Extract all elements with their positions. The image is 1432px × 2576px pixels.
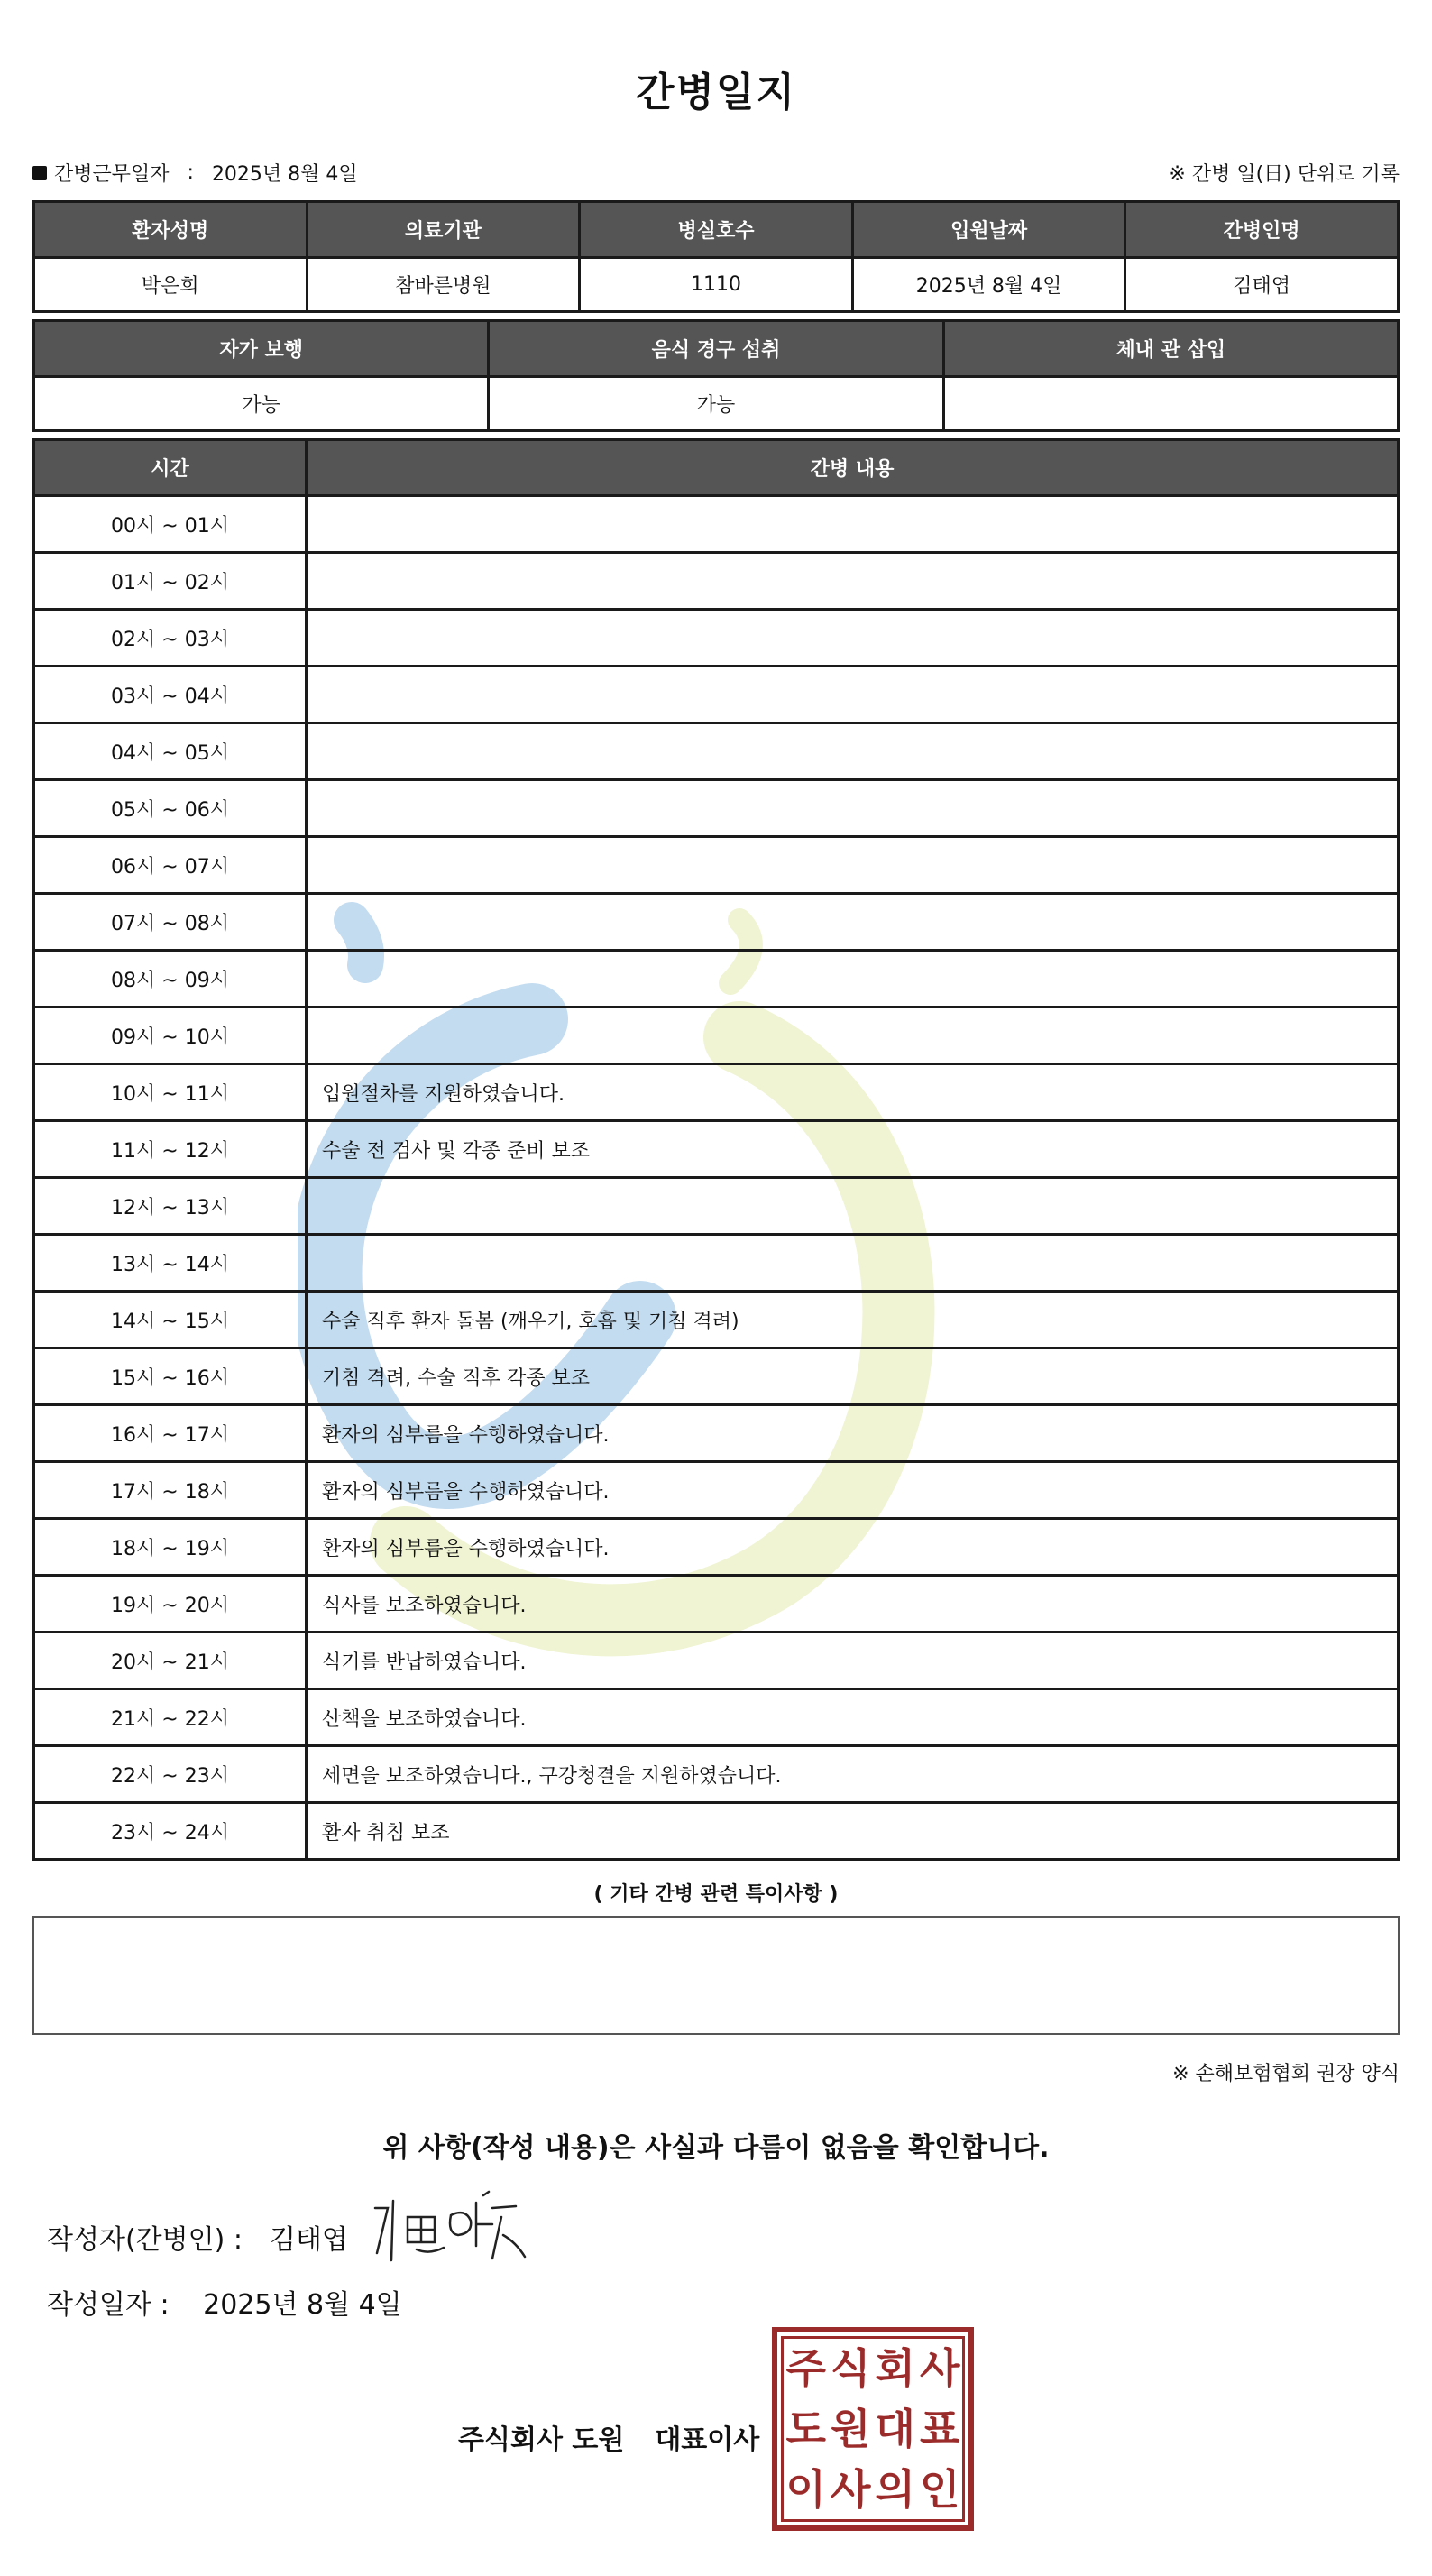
header-oral-intake: 음식 경구 섭취	[489, 321, 943, 377]
table-row	[34, 1178, 1399, 1235]
time-slot: 09시 ~ 10시	[34, 1007, 307, 1064]
care-content: 환자의 심부름을 수행하였습니다.	[307, 1519, 1399, 1576]
time-slot: 06시 ~ 07시	[34, 837, 307, 894]
written-date-label: 작성일자 :	[47, 2289, 170, 2321]
time-slot: 00시 ~ 01시	[34, 496, 307, 553]
time-slot: 07시 ~ 08시	[34, 894, 307, 951]
seal-char: 사	[831, 2464, 871, 2514]
care-log-rows	[34, 496, 1399, 1860]
care-content: 식사를 보조하였습니다.	[307, 1576, 1399, 1633]
company-title: 대표이사	[655, 2424, 760, 2456]
work-date-separator: :	[187, 161, 194, 184]
writer-name: 김태엽	[269, 2224, 348, 2256]
care-content: 세면을 보조하였습니다., 구강청결을 지원하였습니다.	[307, 1746, 1399, 1803]
seal-char: 회	[875, 2344, 915, 2394]
time-slot: 05시 ~ 06시	[34, 780, 307, 837]
care-content: 산책을 보조하였습니다.	[307, 1689, 1399, 1746]
care-content: 환자의 심부름을 수행하였습니다.	[307, 1405, 1399, 1462]
seal-char: 의	[875, 2464, 915, 2514]
header-patient-name: 환자성명	[34, 202, 308, 258]
time-slot: 20시 ~ 21시	[34, 1633, 307, 1689]
table-row	[34, 1803, 1399, 1860]
table-row	[34, 553, 1399, 610]
table-row	[34, 1405, 1399, 1462]
table-row	[34, 894, 1399, 951]
written-date-line	[47, 2282, 402, 2322]
company-seal-stamp	[772, 2327, 974, 2531]
care-content	[307, 1178, 1399, 1235]
table-row	[34, 1007, 1399, 1064]
time-slot: 15시 ~ 16시	[34, 1348, 307, 1405]
bullet-square-icon	[32, 166, 47, 180]
written-date-value: 2025년 8월 4일	[203, 2289, 402, 2321]
table-row	[34, 1462, 1399, 1519]
table-row	[34, 610, 1399, 667]
care-content: 기침 격려, 수술 직후 각종 보조	[307, 1348, 1399, 1405]
table-row	[34, 1235, 1399, 1292]
time-slot: 03시 ~ 04시	[34, 667, 307, 723]
table-row	[34, 951, 1399, 1007]
table-row	[34, 1689, 1399, 1746]
care-content: 식기를 반납하였습니다.	[307, 1633, 1399, 1689]
header-hospital: 의료기관	[307, 202, 580, 258]
table-row	[34, 1348, 1399, 1405]
hospital: 참바른병원	[307, 258, 580, 312]
care-content	[307, 667, 1399, 723]
patient-name: 박은희	[34, 258, 308, 312]
table-row	[34, 1064, 1399, 1121]
time-slot: 01시 ~ 02시	[34, 553, 307, 610]
recommend-note: ※ 손해보험협회 권장 양식	[1172, 2063, 1400, 2085]
time-slot: 17시 ~ 18시	[34, 1462, 307, 1519]
seal-char: 인	[920, 2464, 960, 2514]
table-row	[34, 837, 1399, 894]
table-row	[34, 496, 1399, 553]
table-row	[34, 1292, 1399, 1348]
patient-info-table	[32, 200, 1400, 313]
admission-date: 2025년 8월 4일	[852, 258, 1125, 312]
tube-insertion-value	[943, 377, 1398, 431]
care-content	[307, 1235, 1399, 1292]
time-slot: 23시 ~ 24시	[34, 1803, 307, 1860]
time-slot: 18시 ~ 19시	[34, 1519, 307, 1576]
self-walking-value: 가능	[34, 377, 489, 431]
writer-label: 작성자(간병인) :	[47, 2224, 243, 2256]
care-content: 수술 전 검사 및 각종 준비 보조	[307, 1121, 1399, 1178]
care-content	[307, 496, 1399, 553]
record-note: ※ 간병 일(日) 단위로 기록	[1169, 163, 1400, 186]
work-date-line	[32, 159, 358, 187]
time-slot: 10시 ~ 11시	[34, 1064, 307, 1121]
care-content	[307, 837, 1399, 894]
time-slot: 16시 ~ 17시	[34, 1405, 307, 1462]
care-content	[307, 610, 1399, 667]
document-title: 간병일지	[635, 69, 796, 115]
patient-status-table	[32, 319, 1400, 432]
confirmation-statement: 위 사항(작성 내용)은 사실과 다름이 없음을 확인합니다.	[382, 2132, 1050, 2164]
care-content: 수술 직후 환자 돌봄 (깨우기, 호흡 및 기침 격려)	[307, 1292, 1399, 1348]
caregiver-name: 김태엽	[1125, 258, 1399, 312]
care-content	[307, 723, 1399, 780]
writer-line	[47, 2217, 348, 2257]
care-log-table	[32, 438, 1400, 1861]
time-slot: 04시 ~ 05시	[34, 723, 307, 780]
header-room-number: 병실호수	[580, 202, 853, 258]
oral-intake-value: 가능	[489, 377, 943, 431]
header-time: 시간	[34, 440, 307, 496]
seal-char: 대	[875, 2404, 915, 2453]
seal-char: 주	[785, 2344, 826, 2394]
seal-char: 원	[831, 2404, 871, 2453]
seal-char: 식	[831, 2344, 871, 2394]
header-self-walking: 자가 보행	[34, 321, 489, 377]
header-care-content: 간병 내용	[307, 440, 1399, 496]
time-slot: 19시 ~ 20시	[34, 1576, 307, 1633]
company-name: 주식회사 도원	[458, 2424, 625, 2456]
care-content: 환자 취침 보조	[307, 1803, 1399, 1860]
care-content	[307, 1007, 1399, 1064]
seal-char: 이	[785, 2464, 826, 2514]
work-date-label: 간병근무일자	[54, 163, 170, 186]
table-row	[34, 667, 1399, 723]
care-content	[307, 780, 1399, 837]
seal-char: 도	[785, 2404, 826, 2453]
company-line	[458, 2417, 759, 2457]
table-row	[34, 1519, 1399, 1576]
table-row	[34, 723, 1399, 780]
care-content: 환자의 심부름을 수행하였습니다.	[307, 1462, 1399, 1519]
table-row	[34, 780, 1399, 837]
seal-char: 사	[920, 2344, 960, 2394]
table-row	[34, 1746, 1399, 1803]
time-slot: 21시 ~ 22시	[34, 1689, 307, 1746]
table-row	[34, 1576, 1399, 1633]
seal-char: 표	[920, 2404, 960, 2453]
header-tube-insertion: 체내 관 삽입	[943, 321, 1398, 377]
seal-characters	[781, 2336, 965, 2522]
care-content	[307, 894, 1399, 951]
special-notes-box	[32, 1916, 1400, 2035]
header-admission-date: 입원날짜	[852, 202, 1125, 258]
header-caregiver-name: 간병인명	[1125, 202, 1399, 258]
table-row	[34, 1633, 1399, 1689]
work-date-value: 2025년 8월 4일	[211, 163, 358, 186]
care-content	[307, 553, 1399, 610]
care-content	[307, 951, 1399, 1007]
table-row	[34, 1121, 1399, 1178]
time-slot: 08시 ~ 09시	[34, 951, 307, 1007]
time-slot: 14시 ~ 15시	[34, 1292, 307, 1348]
time-slot: 02시 ~ 03시	[34, 610, 307, 667]
time-slot: 12시 ~ 13시	[34, 1178, 307, 1235]
care-content: 입원절차를 지원하였습니다.	[307, 1064, 1399, 1121]
handwritten-signature	[357, 2190, 528, 2271]
room-number: 1110	[580, 258, 853, 312]
time-slot: 11시 ~ 12시	[34, 1121, 307, 1178]
time-slot: 13시 ~ 14시	[34, 1235, 307, 1292]
special-notes-title: ( 기타 간병 관련 특이사항 )	[593, 1883, 839, 1906]
time-slot: 22시 ~ 23시	[34, 1746, 307, 1803]
